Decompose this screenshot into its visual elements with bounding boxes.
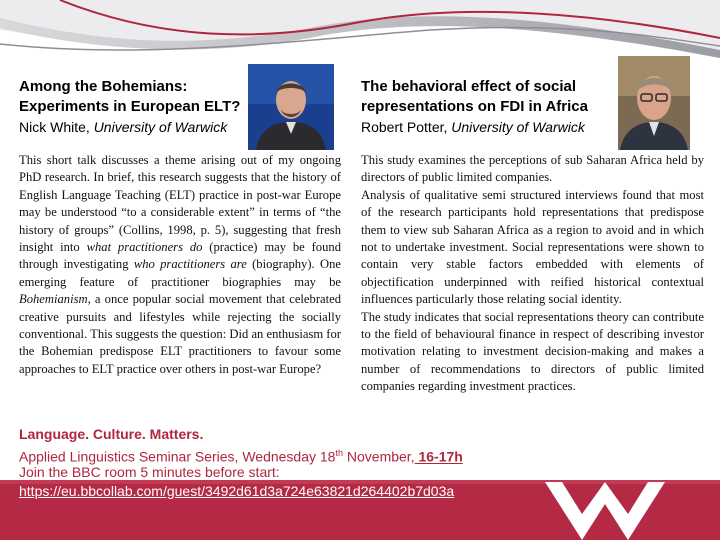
- left-abstract-part-italic: who practitioners are: [133, 257, 247, 272]
- left-abstract-part: , a once popular social movement that celebrated creative pursuits and lifestyles while rejecting the socially conventional. This suggests the question: Did an enthusiasm for the Bohemian predispose ELT practitioners to favour some approaches to ELT practice over others in post-war Europe?: [19, 292, 341, 376]
- join-instructions: [19, 462, 280, 482]
- right-abstract-paragraph: The study indicates that social representations theory can contribute to the field of behavioural finance in respect of describing investor motivation relating to investment decision-making and makes a number of recommendations to directors of public limited companies regarding investment practices.: [361, 309, 704, 394]
- left-speaker-name: Nick White,: [19, 119, 90, 135]
- tagline: [19, 424, 203, 444]
- join-text: Join the BBC room 5 minutes before start:: [19, 464, 280, 480]
- left-talk-title-line2: Experiments in European ELT?: [19, 98, 241, 115]
- left-abstract-part-italic: Bohemianism: [19, 292, 88, 307]
- right-talk-header: [361, 77, 617, 137]
- top-banner-swoosh: [0, 0, 720, 60]
- right-abstract: [361, 152, 704, 396]
- series-date-suffix: th: [335, 448, 343, 458]
- left-speaker: [19, 117, 249, 137]
- left-abstract-part: (practice) may be found through investigating: [19, 240, 341, 272]
- left-abstract-part-italic: what practitioners do: [86, 240, 203, 255]
- right-abstract-paragraph: This study examines the perceptions of sub Saharan Africa held by directors of public limited companies.: [361, 153, 704, 185]
- right-speaker-name: Robert Potter,: [361, 119, 448, 135]
- right-speaker-affiliation: University of Warwick: [451, 119, 585, 135]
- bbc-room-link[interactable]: https://eu.bbcollab.com/guest/3492d61d3a724e63821d264402b7d03a: [19, 483, 455, 499]
- left-abstract-part: This short talk discusses a theme arising out of my ongoing PhD research. In brief, this research suggests that the history of English Language Teaching (ELT) practice in post-war Europe may be understood “to a considerable extent” in terms of “the history of groups” (Collins, 1998, p. 5), suggesting that fresh insight into: [19, 153, 341, 255]
- warwick-w-logo-icon: [540, 482, 720, 540]
- speaker-photo-nick-white-icon: [248, 64, 334, 150]
- series-time: 16-17h: [414, 448, 463, 465]
- left-abstract: [19, 152, 341, 378]
- right-speaker: [361, 117, 617, 137]
- series-month: November,: [343, 448, 415, 465]
- series-date: Applied Linguistics Seminar Series, Wednesday 18: [19, 448, 336, 465]
- left-talk-title-line1: Among the Bohemians:: [19, 78, 188, 95]
- tagline-text: Language. Culture. Matters.: [19, 426, 204, 442]
- left-talk-header: [19, 77, 249, 137]
- right-talk-title-line2: representations on FDI in Africa: [361, 98, 588, 115]
- right-abstract-paragraph: Analysis of qualitative semi structured interviews found that most of the research participants hold representations that predispose them to view sub Saharan Africa as a region to avoid and in which not to undertake investment. Social representations were shown to contain very stable factors embedded with elements of objectification underpinned with reified historical contextual influences particularly those relating social identity.: [361, 187, 704, 307]
- left-abstract-part: (biography). One emerging feature of practitioner biographies may be: [19, 257, 341, 289]
- right-talk-title-line1: The behavioral effect of social: [361, 78, 577, 95]
- left-speaker-affiliation: University of Warwick: [93, 119, 228, 135]
- join-link-row: [19, 481, 454, 501]
- speaker-photo-robert-potter-icon: [618, 56, 690, 150]
